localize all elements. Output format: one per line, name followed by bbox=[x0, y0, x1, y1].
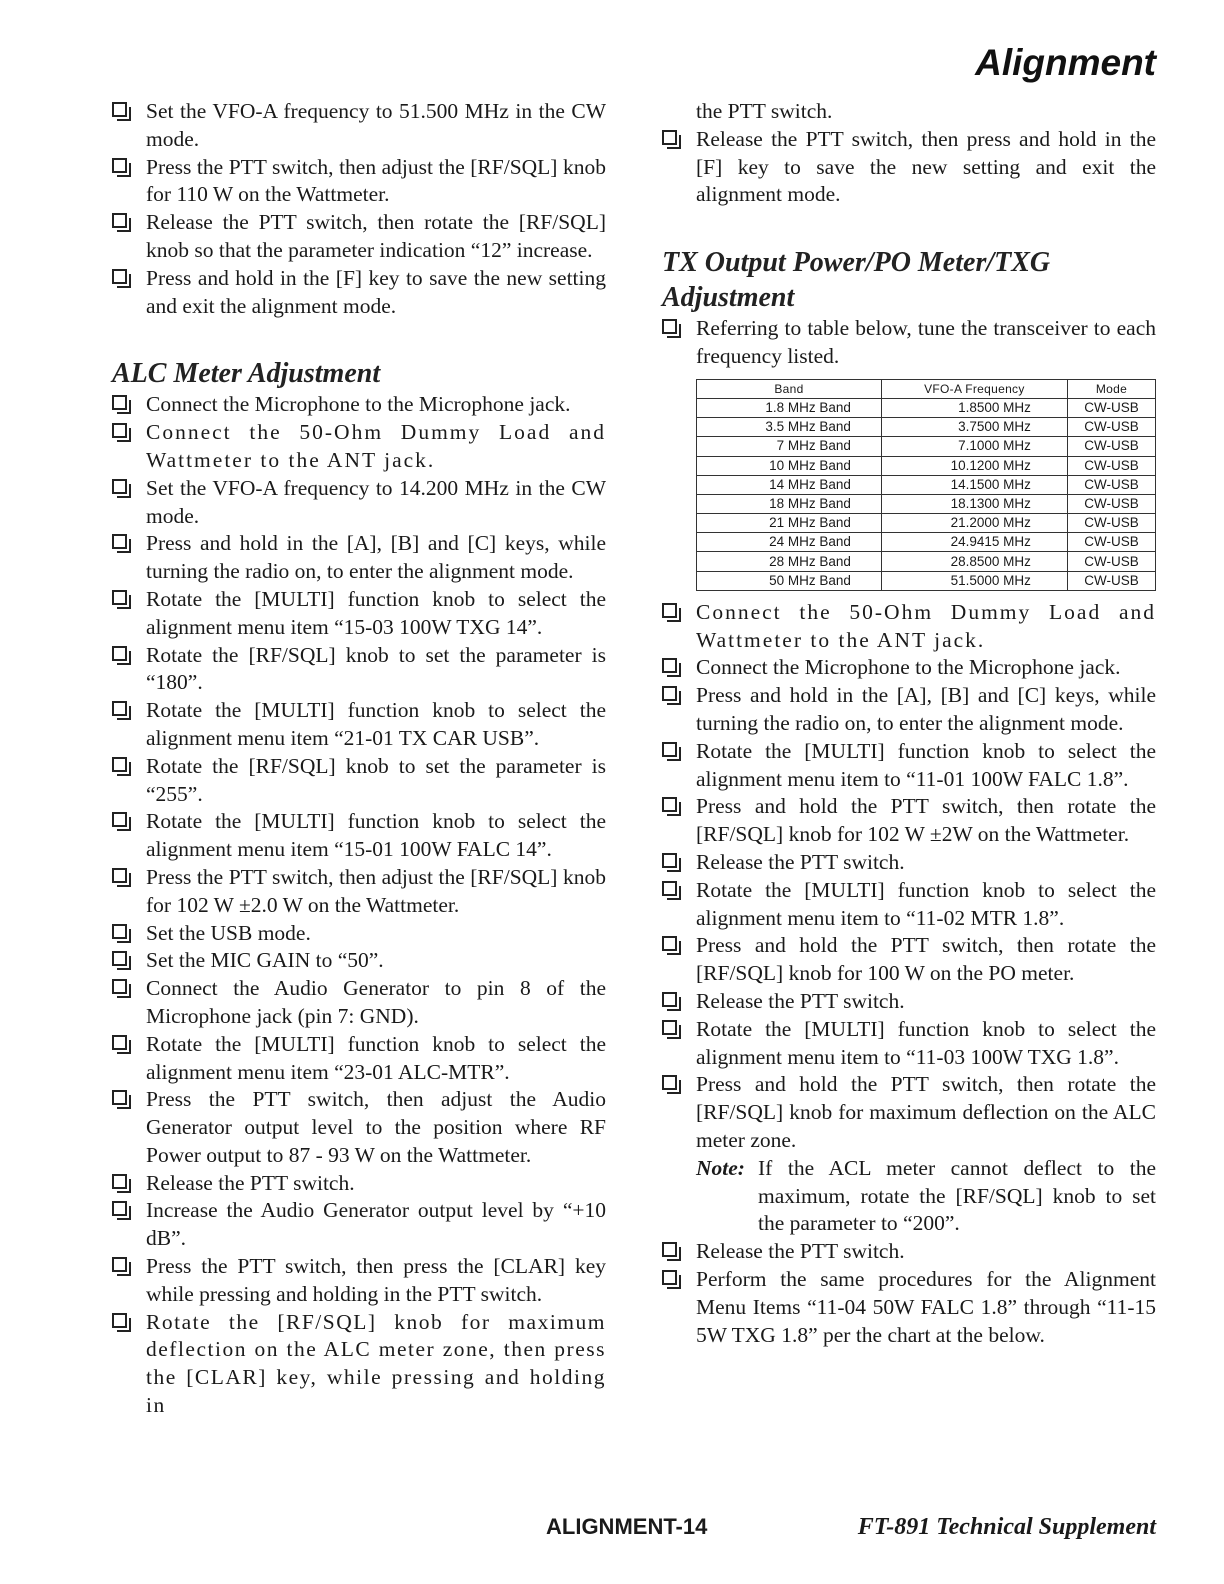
checklist-item bbox=[662, 315, 1156, 371]
checkbox-icon bbox=[112, 1201, 127, 1216]
checklist-item bbox=[112, 1253, 606, 1309]
checklist-item bbox=[112, 753, 606, 809]
checklist-item bbox=[662, 599, 1156, 655]
checkbox-icon bbox=[112, 646, 127, 661]
table-header-row bbox=[697, 379, 1156, 398]
item-text: Connect the Microphone to the Microphone jack. bbox=[696, 655, 1121, 680]
table-cell-band: 18 MHz Band bbox=[697, 494, 882, 513]
checkbox-icon bbox=[662, 1020, 677, 1035]
table-cell-mode: CW-USB bbox=[1067, 398, 1155, 417]
item-text: Press the PTT switch, then adjust the [RF/SQL] knob for 110 W on the Wattmeter. bbox=[146, 154, 606, 207]
table-cell-frequency: 7.1000 MHz bbox=[881, 437, 1067, 456]
checklist-item bbox=[662, 682, 1156, 738]
checkbox-icon bbox=[662, 686, 677, 701]
checkbox-icon bbox=[662, 853, 677, 868]
checklist-item bbox=[112, 1086, 606, 1169]
table-row bbox=[697, 533, 1156, 552]
checklist-item bbox=[112, 154, 606, 210]
item-text: Press and hold the PTT switch, then rotate the [RF/SQL] knob for 102 W ±2W on the Wattmeter. bbox=[696, 794, 1156, 847]
checkbox-icon bbox=[112, 269, 127, 284]
checkbox-icon bbox=[662, 603, 677, 618]
checkbox-icon bbox=[662, 319, 677, 334]
item-text: Connect the 50-Ohm Dummy Load and Wattmeter to the ANT jack. bbox=[696, 599, 1156, 652]
checklist-item bbox=[112, 98, 606, 154]
item-text: Release the PTT switch. bbox=[146, 1170, 355, 1195]
table-cell-frequency: 21.2000 MHz bbox=[881, 514, 1067, 533]
checklist-item bbox=[112, 475, 606, 531]
section-heading-tx: TX Output Power/PO Meter/TXG Adjustment bbox=[662, 247, 1051, 314]
checkbox-icon bbox=[112, 979, 127, 994]
item-text: Press and hold in the [F] key to save the new setting and exit the alignment mode. bbox=[146, 265, 606, 318]
item-text: Rotate the [MULTI] function knob to select the alignment menu item “15-01 100W FALC 14”. bbox=[146, 809, 606, 862]
checkbox-icon bbox=[662, 742, 677, 757]
checklist-item bbox=[112, 1031, 606, 1087]
checklist-item bbox=[112, 920, 606, 948]
checklist-item bbox=[662, 988, 1156, 1016]
table-row bbox=[697, 475, 1156, 494]
table-cell-frequency: 10.1200 MHz bbox=[881, 456, 1067, 475]
continued-text: the PTT switch. bbox=[696, 99, 833, 123]
table-row bbox=[697, 437, 1156, 456]
item-text: Referring to table below, tune the transceiver to each frequency listed. bbox=[696, 316, 1156, 368]
note-label: Note: bbox=[696, 1155, 745, 1180]
table-cell-band: 24 MHz Band bbox=[697, 533, 882, 552]
checkbox-icon bbox=[112, 1313, 127, 1328]
item-text: Set the VFO-A frequency to 51.500 MHz in the CW mode. bbox=[146, 99, 606, 151]
table-row bbox=[697, 514, 1156, 533]
page-header-title: Alignment bbox=[975, 42, 1156, 83]
checklist-item bbox=[112, 864, 606, 920]
item-text: Connect the Microphone to the Microphone jack. bbox=[146, 392, 571, 417]
item-text: Rotate the [MULTI] function knob to select the alignment menu item “15-03 100W TXG 14”. bbox=[146, 586, 606, 639]
item-text: Rotate the [MULTI] function knob to select the alignment menu item to “11-03 100W TXG 1.8”. bbox=[696, 1016, 1156, 1069]
table-cell-band: 1.8 MHz Band bbox=[697, 398, 882, 417]
checkbox-icon bbox=[662, 1242, 677, 1257]
checklist-item bbox=[112, 586, 606, 642]
checkbox-icon bbox=[112, 423, 127, 438]
item-text: Set the MIC GAIN to “50”. bbox=[146, 948, 384, 973]
table-cell-mode: CW-USB bbox=[1067, 494, 1155, 513]
checkbox-icon bbox=[662, 992, 677, 1007]
item-text: Press the PTT switch, then press the [CLAR] key while pressing and holding in the PTT switch. bbox=[146, 1254, 606, 1306]
checkbox-icon bbox=[112, 951, 127, 966]
table-cell-frequency: 51.5000 MHz bbox=[881, 571, 1067, 590]
checklist-item bbox=[112, 947, 606, 975]
checklist-item bbox=[662, 793, 1156, 849]
table-row bbox=[697, 398, 1156, 417]
table-cell-mode: CW-USB bbox=[1067, 456, 1155, 475]
checklist-item bbox=[112, 265, 606, 321]
checkbox-icon bbox=[112, 395, 127, 410]
checklist-item bbox=[662, 654, 1156, 682]
column-header-mode: Mode bbox=[1067, 379, 1155, 398]
checklist-item bbox=[662, 877, 1156, 933]
table-cell-band: 3.5 MHz Band bbox=[697, 418, 882, 437]
checklist-item bbox=[112, 209, 606, 265]
table-cell-mode: CW-USB bbox=[1067, 475, 1155, 494]
checkbox-icon bbox=[112, 590, 127, 605]
checkbox-icon bbox=[112, 924, 127, 939]
item-text: Rotate the [MULTI] function knob to select the alignment menu item “21-01 TX CAR USB”. bbox=[146, 698, 606, 750]
table-cell-mode: CW-USB bbox=[1067, 533, 1155, 552]
column-header-frequency: VFO-A Frequency bbox=[881, 379, 1067, 398]
table-cell-mode: CW-USB bbox=[1067, 418, 1155, 437]
item-text: Release the PTT switch. bbox=[696, 850, 905, 875]
checklist-item bbox=[112, 530, 606, 586]
checklist-item bbox=[112, 391, 606, 419]
checkbox-icon bbox=[112, 1174, 127, 1189]
table-row bbox=[697, 494, 1156, 513]
checklist-item bbox=[112, 1170, 606, 1198]
note-text: If the ACL meter cannot deflect to the maximum, rotate the [RF/SQL] knob to set the parameter to “200”. bbox=[758, 1155, 1156, 1236]
checklist-item bbox=[112, 419, 606, 475]
table-cell-frequency: 3.7500 MHz bbox=[881, 418, 1067, 437]
right-column bbox=[662, 98, 1156, 1349]
checkbox-icon bbox=[112, 868, 127, 883]
footer-doc-title: FT-891 Technical Supplement bbox=[857, 1514, 1156, 1540]
checkbox-icon bbox=[112, 1090, 127, 1105]
item-text: Increase the Audio Generator output level by “+10 dB”. bbox=[146, 1198, 606, 1251]
note-block bbox=[662, 1155, 1156, 1238]
checklist-item bbox=[662, 1016, 1156, 1072]
checkbox-icon bbox=[112, 479, 127, 494]
checklist-item bbox=[112, 697, 606, 753]
table-cell-band: 50 MHz Band bbox=[697, 571, 882, 590]
item-text: Connect the Audio Generator to pin 8 of the Microphone jack (pin 7: GND). bbox=[146, 976, 606, 1028]
item-text: Press the PTT switch, then adjust the [RF/SQL] knob for 102 W ±2.0 W on the Wattmeter. bbox=[146, 864, 606, 917]
table-cell-frequency: 14.1500 MHz bbox=[881, 475, 1067, 494]
item-text: Press and hold in the [A], [B] and [C] keys, while turning the radio on, to enter the alignment mode. bbox=[146, 531, 606, 584]
checklist-item bbox=[662, 1071, 1156, 1154]
table-cell-mode: CW-USB bbox=[1067, 514, 1155, 533]
item-text: Press and hold in the [A], [B] and [C] keys, while turning the radio on, to enter the alignment mode. bbox=[696, 683, 1156, 736]
item-text: Press and hold the PTT switch, then rotate the [RF/SQL] knob for maximum deflection on the ALC meter zone. bbox=[696, 1072, 1156, 1152]
checkbox-icon bbox=[112, 812, 127, 827]
item-text: Release the PTT switch. bbox=[696, 989, 905, 1013]
section-heading-alc: ALC Meter Adjustment bbox=[112, 358, 381, 390]
table-cell-band: 14 MHz Band bbox=[697, 475, 882, 494]
footer-page-label: ALIGNMENT-14 bbox=[546, 1514, 708, 1539]
checklist-item bbox=[112, 1309, 606, 1420]
table-cell-frequency: 18.1300 MHz bbox=[881, 494, 1067, 513]
table-cell-mode: CW-USB bbox=[1067, 571, 1155, 590]
checkbox-icon bbox=[112, 701, 127, 716]
checklist-item bbox=[662, 932, 1156, 988]
checkbox-icon bbox=[112, 213, 127, 228]
item-text: Release the PTT switch. bbox=[696, 1239, 905, 1264]
checkbox-icon bbox=[112, 1035, 127, 1050]
checkbox-icon bbox=[112, 534, 127, 549]
checkbox-icon bbox=[112, 757, 127, 772]
item-text: Press the PTT switch, then adjust the Audio Generator output level to the position where RF Power output to 87 - 93 W on the Wattmeter. bbox=[146, 1087, 606, 1167]
table-row bbox=[697, 552, 1156, 571]
table-cell-band: 21 MHz Band bbox=[697, 514, 882, 533]
table-cell-band: 10 MHz Band bbox=[697, 456, 882, 475]
table-cell-band: 28 MHz Band bbox=[697, 552, 882, 571]
checkbox-icon bbox=[662, 1075, 677, 1090]
frequency-table bbox=[696, 379, 1156, 591]
item-text: Rotate the [RF/SQL] knob for maximum deflection on the ALC meter zone, then press the [CLAR] key, while pressing and holding in bbox=[146, 1309, 606, 1418]
checklist-item bbox=[112, 642, 606, 698]
column-header-band: Band bbox=[697, 379, 882, 398]
item-text: Release the PTT switch, then press and hold in the [F] key to save the new setting and exit the alignment mode. bbox=[696, 126, 1156, 207]
checklist-item bbox=[662, 1238, 1156, 1266]
item-text: Perform the same procedures for the Alignment Menu Items “11-04 50W FALC 1.8” through “11-15 5W TXG 1.8” per the chart at the below. bbox=[696, 1266, 1156, 1347]
item-text: Rotate the [MULTI] function knob to select the alignment menu item to “11-01 100W FALC 1.8”. bbox=[696, 738, 1156, 791]
table-row bbox=[697, 571, 1156, 590]
checkbox-icon bbox=[112, 102, 127, 117]
checkbox-icon bbox=[112, 158, 127, 173]
table-cell-frequency: 1.8500 MHz bbox=[881, 398, 1067, 417]
checkbox-icon bbox=[662, 881, 677, 896]
checkbox-icon bbox=[662, 130, 677, 145]
checkbox-icon bbox=[662, 797, 677, 812]
table-cell-band: 7 MHz Band bbox=[697, 437, 882, 456]
table-row bbox=[697, 418, 1156, 437]
checklist-item bbox=[112, 808, 606, 864]
checkbox-icon bbox=[662, 1270, 677, 1285]
item-text: Release the PTT switch, then rotate the [RF/SQL] knob so that the parameter indication “12” increase. bbox=[146, 210, 606, 262]
item-text: Press and hold the PTT switch, then rotate the [RF/SQL] knob for 100 W on the PO meter. bbox=[696, 933, 1156, 986]
checklist-item bbox=[662, 849, 1156, 877]
table-cell-frequency: 28.8500 MHz bbox=[881, 552, 1067, 571]
item-text: Rotate the [RF/SQL] knob to set the parameter is “180”. bbox=[146, 642, 606, 695]
checklist-item bbox=[112, 975, 606, 1031]
left-column bbox=[112, 98, 606, 1420]
table-row bbox=[697, 456, 1156, 475]
table-cell-mode: CW-USB bbox=[1067, 552, 1155, 571]
item-text: Connect the 50-Ohm Dummy Load and Wattmeter to the ANT jack. bbox=[146, 420, 606, 472]
checklist-item bbox=[662, 126, 1156, 209]
checklist-item bbox=[112, 1197, 606, 1253]
checklist-item bbox=[662, 738, 1156, 794]
item-text: Rotate the [RF/SQL] knob to set the parameter is “255”. bbox=[146, 753, 606, 806]
item-text: Set the VFO-A frequency to 14.200 MHz in the CW mode. bbox=[146, 475, 606, 528]
item-text: Rotate the [MULTI] function knob to select the alignment menu item “23-01 ALC-MTR”. bbox=[146, 1031, 606, 1084]
checkbox-icon bbox=[662, 936, 677, 951]
checkbox-icon bbox=[112, 1257, 127, 1272]
table-cell-mode: CW-USB bbox=[1067, 437, 1155, 456]
item-text: Rotate the [MULTI] function knob to select the alignment menu item to “11-02 MTR 1.8”. bbox=[696, 877, 1156, 930]
table-cell-frequency: 24.9415 MHz bbox=[881, 533, 1067, 552]
item-text: Set the USB mode. bbox=[146, 920, 311, 945]
checkbox-icon bbox=[662, 658, 677, 673]
checklist-item bbox=[662, 1266, 1156, 1349]
